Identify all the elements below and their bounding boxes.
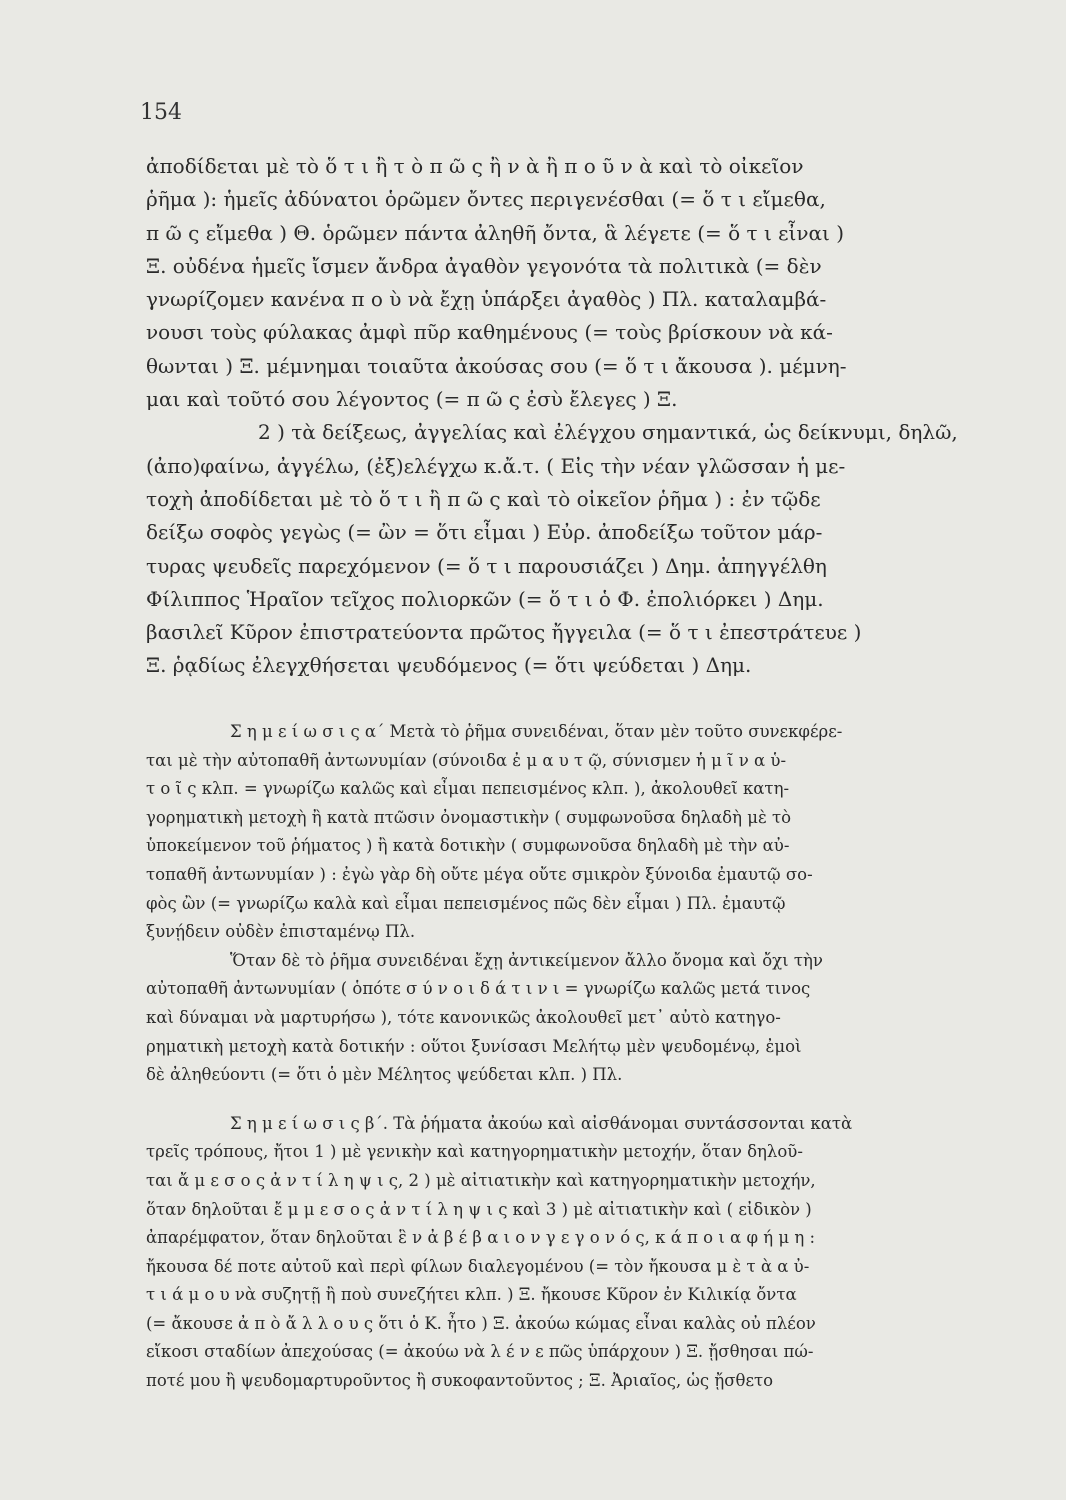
- note-line: γορηματικὴ μετοχὴ ἢ κατὰ πτῶσιν ὀνομαστικὴν ( συμφωνοῦσα δηλαδὴ μὲ τὸ: [146, 807, 792, 827]
- note-line: ται ἄ μ ε σ ο ς ἀ ν τ ί λ η ψ ι ς, 2 ) μὲ αἰτιατικὴν καὶ κατηγορηματικὴν μετοχήν,: [146, 1170, 816, 1190]
- page-number: 154: [140, 100, 182, 125]
- text-line: μαι καὶ τοῦτό σου λέγοντος (= π ῶ ς ἐσὺ ἔλεγες ) Ξ.: [146, 387, 678, 412]
- text-line: νουσι τοὺς φύλακας ἀμφὶ πῦρ καθημένους (= τοὺς βρίσκουν νὰ κά-: [146, 320, 833, 345]
- note-line: ποτέ μου ἢ ψευδομαρτυροῦντος ἢ συκοφαντοῦντος ; Ξ. Ἀριαῖος, ὡς ᾔσθετο: [146, 1371, 774, 1391]
- note-line: Ὅταν δὲ τὸ ῥῆμα συνειδέναι ἔχῃ ἀντικείμενον ἄλλο ὄνομα καὶ ὄχι τὴν: [230, 950, 823, 970]
- note-line: ἤκουσα δέ ποτε αὐτοῦ καὶ περὶ φίλων διαλεγομένου (= τὸν ἤκουσα μ ὲ τ ὰ α ὐ-: [146, 1256, 810, 1276]
- note-line: τ ο ῖ ς κλπ. = γνωρίζω καλῶς καὶ εἶμαι πεπεισμένος κλπ. ), ἀκολουθεῖ κατη-: [146, 779, 790, 799]
- text-line: (ἀπο)φαίνω, ἀγγέλω, (ἐξ)ελέγχω κ.ἄ.τ. ( Εἰς τὴν νέαν γλῶσσαν ἡ με-: [146, 453, 846, 478]
- text-line: θωνται ) Ξ. μέμνημαι τοιαῦτα ἀκούσας σου (= ὅ τ ι ἄκουσα ). μέμνη-: [146, 353, 847, 378]
- note-line: ξυνῄδειν οὐδὲν ἐπισταμένῳ Πλ.: [146, 922, 416, 942]
- text-line: ῥῆμα ): ἡμεῖς ἀδύνατοι ὁρῶμεν ὄντες περιγενέσθαι (= ὅ τ ι εἴμεθα,: [146, 187, 826, 212]
- note-line: (= ἄκουσε ἀ π ὸ ἄ λ λ ο υ ς ὅτι ὁ Κ. ἦτο ) Ξ. ἀκούω κώμας εἶναι καλὰς οὐ πλέον: [146, 1313, 816, 1333]
- note-line: τ ι ά μ ο υ νὰ συζητῇ ἢ ποὺ συνεζήτει κλπ. ) Ξ. ἤκουσε Κῦρον ἐν Κιλικίᾳ ὄντα: [146, 1285, 797, 1305]
- text-line: Ξ. οὐδένα ἡμεῖς ἴσμεν ἄνδρα ἀγαθὸν γεγονότα τὰ πολιτικὰ (= δὲν: [146, 253, 822, 278]
- note-line: αὐτοπαθῆ ἀντωνυμίαν ( ὁπότε σ ύ ν ο ι δ ά τ ι ν ι = γνωρίζω καλῶς μετά τινος: [146, 979, 811, 999]
- text-line: ἀποδίδεται μὲ τὸ ὅ τ ι ἢ τ ὸ π ῶ ς ἢ ν ὰ ἢ π ο ῦ ν ὰ καὶ τὸ οἰκεῖον: [146, 154, 804, 178]
- text-line: Ξ. ῥᾳδίως ἐλεγχθήσεται ψευδόμενος (= ὅτι ψεύδεται ) Δημ.: [146, 653, 752, 678]
- note-line: φὸς ὢν (= γνωρίζω καλὰ καὶ εἶμαι πεπεισμένος πῶς δὲν εἶμαι ) Πλ. ἐμαυτῷ: [146, 893, 786, 913]
- note-line: Σ η μ ε ί ω σ ι ς α΄ Μετὰ τὸ ῥῆμα συνειδέναι, ὅταν μὲν τοῦτο συνεκφέρε-: [230, 722, 843, 741]
- note-line: τρεῖς τρόπους, ἤτοι 1 ) μὲ γενικὴν καὶ κατηγορηματικὴν μετοχήν, ὅταν δηλοῦ-: [146, 1142, 803, 1162]
- note-line: δὲ ἀληθεύοντι (= ὅτι ὁ μὲν Μέλητος ψεύδεται κλπ. ) Πλ.: [146, 1065, 623, 1085]
- text-line: βασιλεῖ Κῦρον ἐπιστρατεύοντα πρῶτος ἤγγειλα (= ὅ τ ι ἐπεστράτευε ): [146, 620, 862, 645]
- text-line: τυρας ψευδεῖς παρεχόμενον (= ὅ τ ι παρουσιάζει ) Δημ. ἀπηγγέλθη: [146, 553, 827, 578]
- text-line: τοχὴ ἀποδίδεται μὲ τὸ ὅ τ ι ἢ π ῶ ς καὶ τὸ οἰκεῖον ῥῆμα ) : ἐν τῷδε: [146, 486, 821, 511]
- text-line: 2 ) τὰ δείξεως, ἀγγελίας καὶ ἐλέγχου σημαντικά, ὡς δείκνυμι, δηλῶ,: [258, 420, 958, 445]
- note-line: καὶ δύναμαι νὰ μαρτυρήσω ), τότε κανονικῶς ἀκολουθεῖ μετ᾽ αὐτὸ κατηγο-: [146, 1007, 781, 1027]
- notes-section: [146, 718, 992, 1396]
- note-line: ται μὲ τὴν αὐτοπαθῆ ἀντωνυμίαν (σύνοιδα ἐ μ α υ τ ῷ, σύνισμεν ἡ μ ῖ ν α ὑ-: [146, 750, 787, 770]
- note-line: ἀπαρέμφατον, ὅταν δηλοῦται ἓ ν ἀ β έ β α ι ο ν γ ε γ ο ν ό ς, κ ά π ο ι α φ ή μ η :: [146, 1228, 816, 1248]
- note-line: τοπαθῆ ἀντωνυμίαν ) : ἐγὼ γὰρ δὴ οὔτε μέγα οὔτε σμικρὸν ξύνοιδα ἐμαυτῷ σο-: [146, 864, 813, 884]
- main-paragraph: [146, 150, 992, 683]
- note-line: εἴκοσι σταδίων ἀπεχούσας (= ἀκούω νὰ λ έ ν ε πῶς ὑπάρχουν ) Ξ. ᾔσθησαι πώ-: [146, 1342, 814, 1362]
- note-line: ρηματικὴ μετοχὴ κατὰ δοτικήν : οὕτοι ξυνίσασι Μελήτῳ μὲν ψευδομένῳ, ἐμοὶ: [146, 1036, 802, 1056]
- note-line: Σ η μ ε ί ω σ ι ς β΄. Τὰ ῥήματα ἀκούω καὶ αἰσθάνομαι συντάσσονται κατὰ: [230, 1113, 853, 1133]
- text-line: γνωρίζομεν κανένα π ο ὺ νὰ ἔχῃ ὑπάρξει ἀγαθὸς ) Πλ. καταλαμβά-: [146, 287, 827, 312]
- text-line: δείξω σοφὸς γεγὼς (= ὢν = ὅτι εἶμαι ) Εὐρ. ἀποδείξω τοῦτον μάρ-: [146, 520, 823, 545]
- text-line: π ῶ ς εἴμεθα ) Θ. ὁρῶμεν πάντα ἀληθῆ ὄντα, ἃ λέγετε (= ὅ τ ι εἶναι ): [146, 220, 845, 245]
- note-line: ὑποκείμενον τοῦ ῥήματος ) ἢ κατὰ δοτικὴν ( συμφωνοῦσα δηλαδὴ μὲ τὴν αὐ-: [146, 836, 790, 856]
- text-line: Φίλιππος Ἡραῖον τεῖχος πολιορκῶν (= ὅ τ ι ὁ Φ. ἐπολιόρκει ) Δημ.: [146, 586, 824, 611]
- note-gap: [146, 1090, 992, 1110]
- note-line: ὅταν δηλοῦται ἔ μ μ ε σ ο ς ἀ ν τ ί λ η ψ ι ς καὶ 3 ) μὲ αἰτιατικὴν καὶ ( εἰδικὸν ): [146, 1199, 812, 1219]
